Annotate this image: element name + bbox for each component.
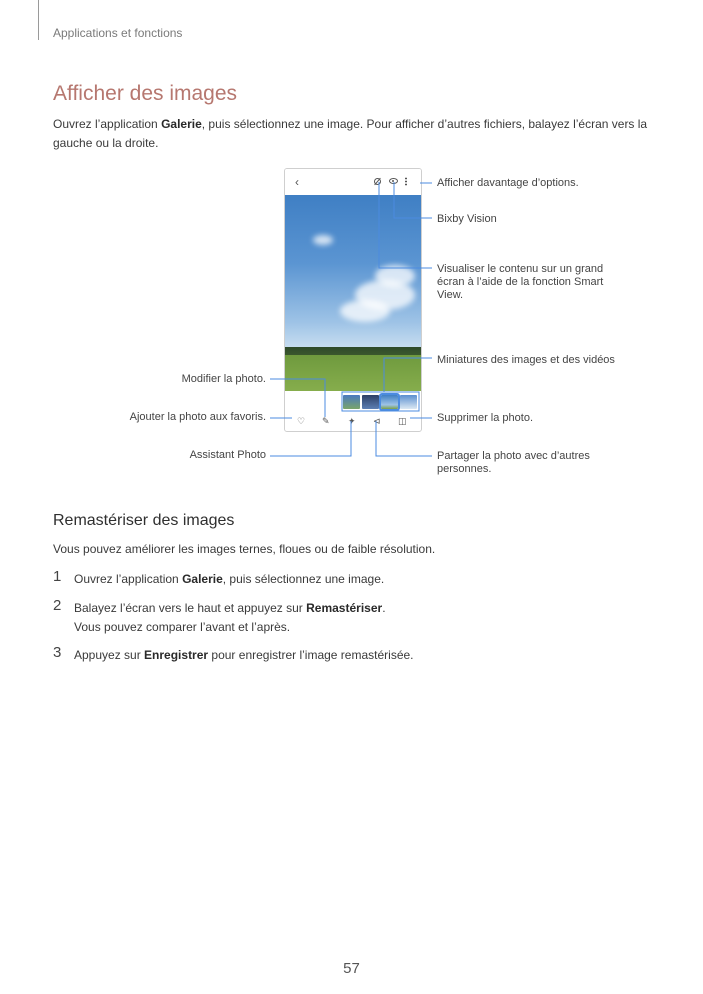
callout-thumbnails: Miniatures des images et des vidéos: [437, 354, 615, 366]
step-text: Appuyez sur Enregistrer pour enregistrer l’image remastérisée.: [74, 648, 414, 662]
phone-illustration: [284, 168, 422, 432]
step-number: 2: [53, 597, 62, 614]
intro-paragraph: Ouvrez l’application Galerie, puis sélectionnez une image. Pour afficher d’autres fichiers, balayez l’écran vers la gauche ou la droite.: [53, 117, 648, 150]
step-number: 1: [53, 568, 62, 585]
callout-bixby-vision: Bixby Vision: [437, 213, 497, 225]
callout-favorite: Ajouter la photo aux favoris.: [129, 411, 266, 423]
step-number: 3: [53, 644, 62, 661]
callout-edit: Modifier la photo.: [181, 373, 266, 385]
callout-smart-view: Visualiser le contenu sur un grand écran à l’aide de la fonction Smart View.: [437, 263, 604, 301]
chevron-left-icon[interactable]: ‹: [295, 175, 299, 189]
margin-rule: [38, 0, 39, 40]
callout-share: Partager la photo avec d’autres personnes.: [437, 450, 590, 475]
page-number: 57: [343, 960, 360, 977]
thumbnail[interactable]: [362, 395, 379, 409]
heart-icon[interactable]: ♡: [297, 416, 306, 426]
pencil-icon[interactable]: ✎: [322, 416, 330, 426]
section-intro: Vous pouvez améliorer les images ternes, floues ou de faible résolution.: [53, 542, 436, 556]
callout-assistant: Assistant Photo: [189, 449, 266, 461]
bixby-vision-icon[interactable]: [389, 178, 398, 184]
callout-delete: Supprimer la photo.: [437, 412, 533, 424]
step-text: Balayez l’écran vers le haut et appuyez sur Remastériser. Vous pouvez comparer l’avant et l’après.: [74, 601, 386, 634]
viewer-toolbar: [285, 413, 421, 431]
smart-view-icon[interactable]: [374, 178, 381, 185]
thumbnail-strip[interactable]: [343, 393, 417, 411]
viewer-top-bar: [285, 169, 421, 195]
more-options-icon[interactable]: [405, 177, 407, 186]
share-icon[interactable]: ⊲: [373, 416, 381, 426]
callout-more-options: Afficher davantage d’options.: [437, 177, 579, 189]
trash-icon[interactable]: ◫: [398, 416, 407, 426]
sparkle-icon[interactable]: ✦: [348, 416, 356, 426]
step-text: Ouvrez l’application Galerie, puis sélectionnez une image.: [74, 572, 385, 586]
page-title: Afficher des images: [53, 82, 238, 105]
page-header: Applications et fonctions: [53, 26, 183, 40]
thumbnail[interactable]: [343, 395, 360, 409]
photo-preview: [285, 195, 421, 391]
thumbnail[interactable]: [400, 395, 417, 409]
section-title-remaster: Remastériser des images: [53, 512, 235, 529]
thumbnail-selected[interactable]: [381, 395, 398, 409]
